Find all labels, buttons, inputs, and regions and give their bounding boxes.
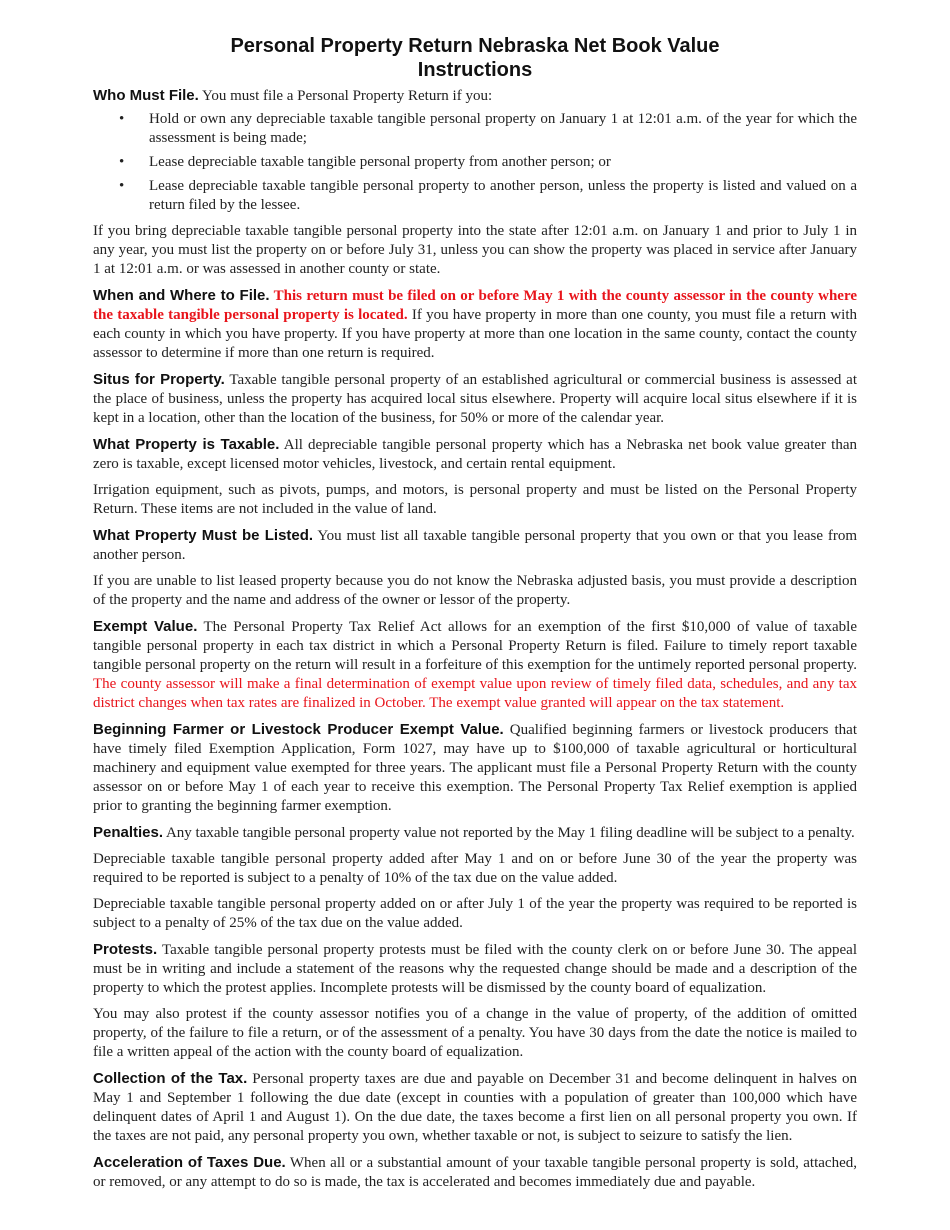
listed-section [93,526,857,565]
listed-body: You must list all taxable tangible personal property that you own or that you lease from another person. [93,528,857,563]
exempt-value-notice: The county assessor will make a final determination of exempt value upon review of timely filed data, schedules, and any tax district changes when tax rates are finalized in October. The exempt value granted will appear on the tax statement. [93,676,857,711]
taxable-body: All depreciable tangible personal property which has a Nebraska net book value greater than zero is taxable, except licensed motor vehicles, livestock, and certain rental equipment. [93,437,857,472]
beginning-farmer-section [93,720,857,816]
irrigation-paragraph: Irrigation equipment, such as pivots, pumps, and motors, is personal property and must be listed on the Personal Property Return. These items are not included in the value of land. [93,482,857,517]
bullet-icon: • [119,178,125,194]
when-where-heading: When and Where to File. [93,287,270,304]
collection-section [93,1069,857,1146]
penalty-10-paragraph: Depreciable taxable tangible personal property added after May 1 and on or before June 30 of the year the property was required to be reported is subject to a penalty of 10% of the tax due on the value added. [93,851,857,886]
acceleration-heading: Acceleration of Taxes Due. [93,1154,286,1171]
title-line-2: Instructions [417,59,533,81]
list-item: • Lease depreciable taxable tangible personal property from another person; or [119,154,611,170]
who-must-file-paragraph: If you bring depreciable taxable tangible personal property into the state after 12:01 a.m. on January 1 and prior to July 1 in any year, you must list the property on or before July 31, unless you can show the property was placed in service after January 1 at 12:01 a.m. or was assessed in another county or state. [93,223,857,277]
who-must-file-intro: You must file a Personal Property Return if you: [198,88,493,104]
exempt-value-heading: Exempt Value. [93,618,198,635]
protests-section [93,940,857,998]
bullet-icon: • [119,111,125,127]
exempt-value-section [93,617,857,713]
collection-heading: Collection of the Tax. [93,1070,248,1087]
who-must-file-heading: Who Must File. [93,87,199,104]
list-item: • Lease depreciable taxable tangible personal property to another person, unless the property is listed and valued on a return filed by the lessee. [119,178,857,213]
leased-property-paragraph: If you are unable to list leased property because you do not know the Nebraska adjusted basis, you must provide a description of the property and the name and address of the owner or lessor of the property. [93,573,857,608]
penalties-body: Any taxable tangible personal property value not reported by the May 1 filing deadline will be subject to a penalty. [163,825,855,841]
taxable-heading: What Property is Taxable. [93,436,280,453]
list-item: • Hold or own any depreciable taxable tangible personal property on January 1 at 12:01 a.m. of the year for which the assessment is being made; [119,111,857,146]
when-where-section [93,286,857,363]
who-must-file-section [93,86,857,106]
filing-deadline-notice: This return must be filed on or before May 1 with the county assessor in the county where the taxable tangible personal property is located. [93,288,857,323]
title-line-1: Personal Property Return Nebraska Net Book Value [230,35,720,57]
collection-body: Personal property taxes are due and payable on December 31 and become delinquent in halves on May 1 and September 1 following the due date (except in counties with a population of greater than 100,000 which have delinquent dates of April 1 and August 1). On the due date, the taxes become a first lien on all personal property you own. If the taxes are not paid, any personal property you own, whether taxable or not, is subject to seizure to satisfy the lien. [93,1071,857,1144]
penalties-section [93,823,857,843]
listed-heading: What Property Must be Listed. [93,527,314,544]
acceleration-section [93,1153,857,1192]
penalty-25-paragraph: Depreciable taxable tangible personal property added on or after July 1 of the year the property was required to be reported is subject to a penalty of 25% of the tax due on the value added. [93,896,857,931]
beginning-farmer-body: Qualified beginning farmers or livestock producers that have timely filed Exemption Application, Form 1027, may have up to $100,000 of taxable agricultural or horticultural machinery and equipment value exempted for three years. The applicant must file a Personal Property Return with the county assessor on or before May 1 of each year to receive this exemption. The Personal Property Tax Relief exemption is applied prior to granting the beginning farmer exemption. [93,722,857,814]
page-title [93,34,857,82]
exempt-value-body: The Personal Property Tax Relief Act allows for an exemption of the first $10,000 of value of taxable tangible personal property in each tax district in which a Personal Property Return is filed. Failure to timely report taxable tangible personal property on the return will result in a forfeiture of this exemption for the untimely reported personal property. [93,619,857,673]
who-must-file-list [93,110,857,215]
protest-notice-paragraph: You may also protest if the county assessor notifies you of a change in the value of property, of the addition of omitted property, of the failure to file a return, or of the assessment of a penalty. You have 30 days from the date the notice is mailed to file a written appeal of the action with the county board of equalization. [93,1006,857,1060]
taxable-section [93,435,857,474]
beginning-farmer-heading: Beginning Farmer or Livestock Producer Exempt Value. [93,721,504,738]
bullet-icon: • [119,154,125,170]
penalties-heading: Penalties. [93,824,164,841]
acceleration-body: When all or a substantial amount of your taxable tangible personal property is sold, attached, or removed, or any attempt to do so is made, the tax is accelerated and becomes immediately due and payable. [93,1155,857,1190]
when-where-body: If you have property in more than one county, you must file a return with each county in which you have property. If you have property at more than one location in the same county, contact the county assessor to determine if more than one return is required. [93,307,857,361]
situs-heading: Situs for Property. [93,371,225,388]
situs-section [93,370,857,428]
protests-heading: Protests. [93,941,158,958]
situs-body: Taxable tangible personal property of an established agricultural or commercial business is assessed at the place of business, unless the property has acquired local situs elsewhere. Property will acquire local situs elsewhere if it is kept in a location, other than the location of the business, for 50% or more of the calendar year. [93,372,857,426]
instructions-page [93,0,857,1192]
protests-body: Taxable tangible personal property protests must be filed with the county clerk on or before June 30. The appeal must be in writing and include a statement of the reasons why the requested change should be made and a description of the property to which the protest applies. Incomplete protests will be dismissed by the county board of equalization. [93,942,857,996]
